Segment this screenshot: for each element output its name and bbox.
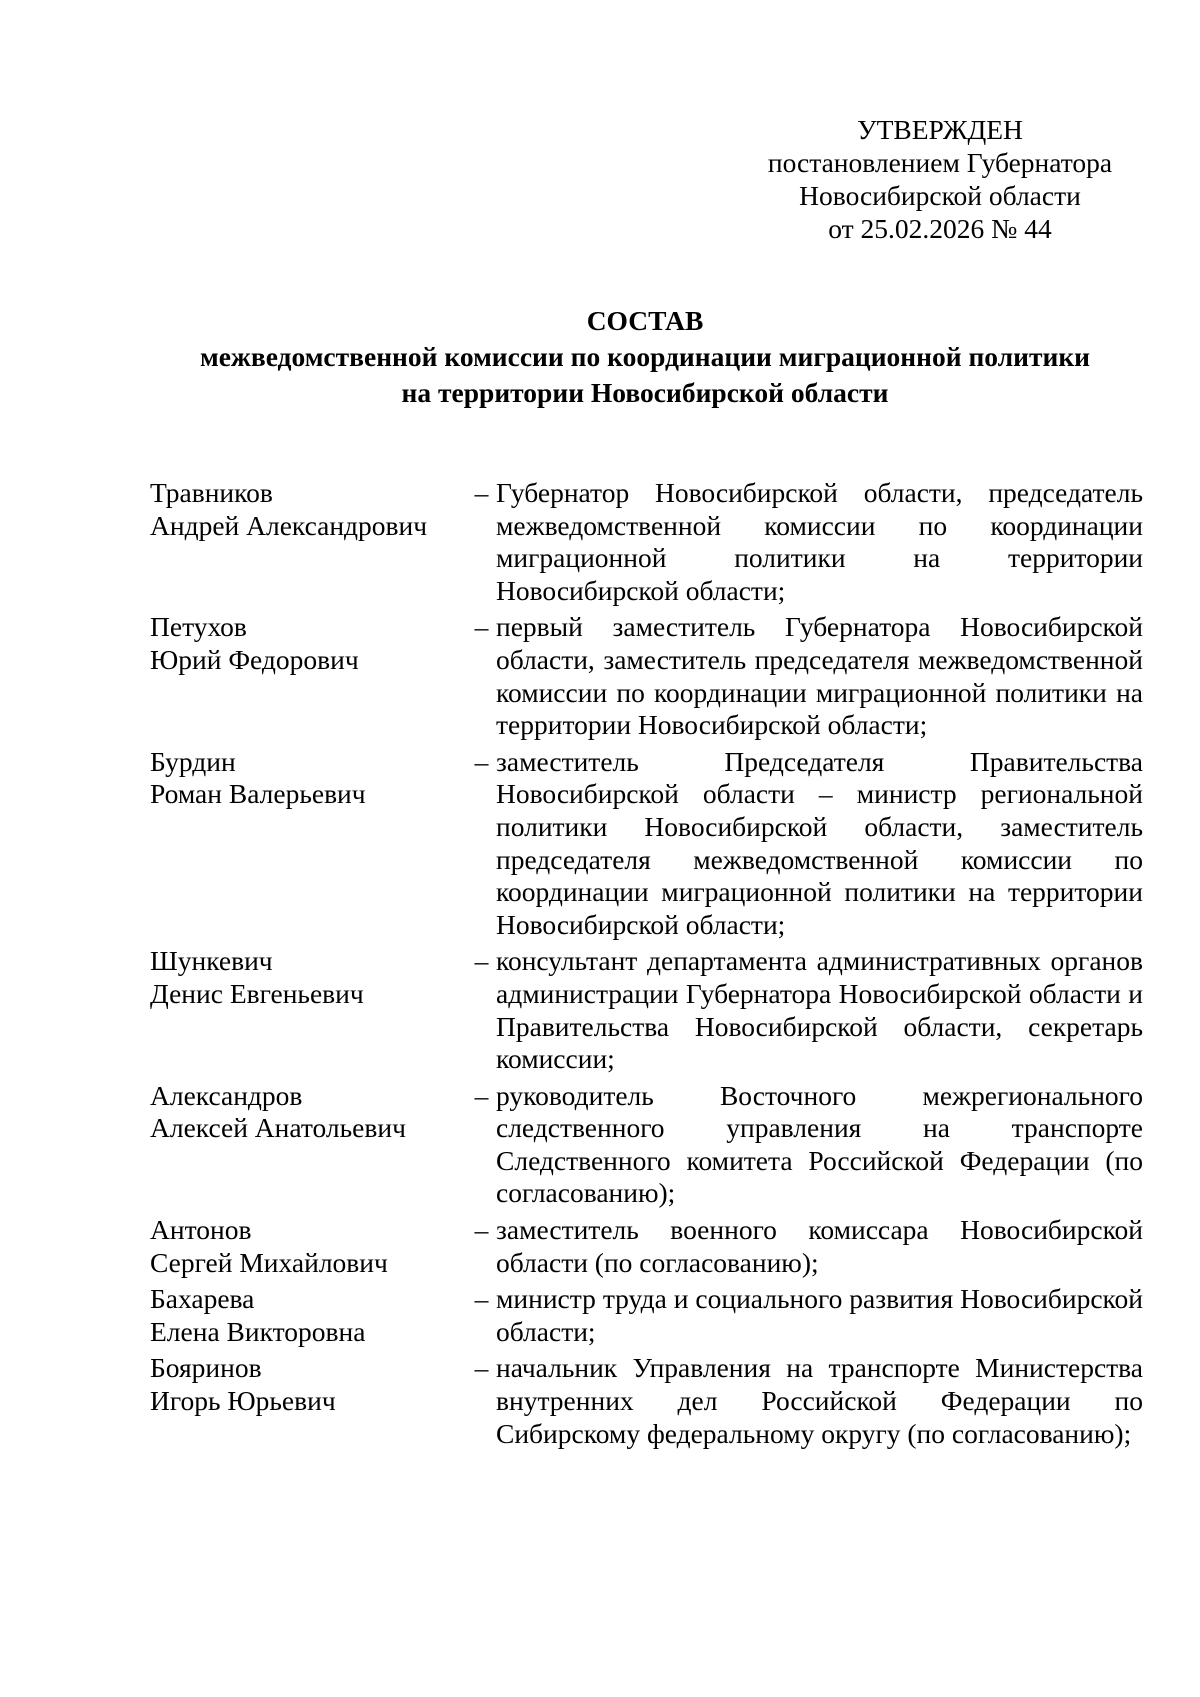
member-given-names: Денис Евгеньевич: [150, 977, 364, 1009]
member-row: [150, 746, 1143, 942]
member-position: министр труда и социального развития Новосибирской области;: [496, 1283, 1143, 1347]
member-surname: Бояринов: [150, 1352, 262, 1384]
member-position: заместитель военного комиссара Новосибирской области (по согласованию);: [496, 1214, 1143, 1278]
approval-line-3: от 25.02.2026 № 44: [828, 213, 1052, 244]
member-position: первый заместитель Губернатора Новосибирской области, заместитель председателя межведомственной комиссии по координации миграционной политики на территории Новосибирской области;: [496, 611, 1143, 741]
approval-line-1: постановлением Губернатора: [767, 147, 1113, 178]
member-name: [150, 1080, 467, 1210]
dash-separator: –: [474, 1214, 489, 1246]
dash-separator: –: [474, 477, 489, 508]
member-surname: Петухов: [150, 611, 247, 643]
member-name: [150, 477, 467, 607]
member-position: руководитель Восточного межрегионального следственного управления на транспорте Следственного комитета Российской Федерации (по согласованию);: [496, 1079, 1143, 1209]
member-row: [150, 1080, 1143, 1210]
heading-subtitle-line-2: на территории Новосибирской области: [401, 377, 889, 408]
member-row: [150, 945, 1143, 1075]
member-name: [150, 1283, 467, 1348]
member-surname: Шункевич: [150, 945, 273, 977]
member-given-names: Роман Валерьевич: [150, 778, 366, 810]
member-surname: Бурдин: [150, 745, 236, 777]
member-row: [150, 477, 1143, 607]
members-list: [150, 477, 1143, 1454]
dash-separator: –: [474, 745, 489, 777]
member-name: [150, 611, 467, 741]
member-given-names: Елена Викторовна: [150, 1315, 366, 1347]
member-position: начальник Управления на транспорте Министерства внутренних дел Российской Федерации по Сибирскому федеральному округу (по согласованию);: [496, 1352, 1143, 1449]
member-given-names: Игорь Юрьевич: [150, 1385, 336, 1417]
document-heading: [150, 303, 1140, 411]
dash-separator: –: [474, 1283, 489, 1315]
member-name: [150, 1352, 467, 1450]
approval-status: УТВЕРЖДЕН: [857, 114, 1023, 145]
member-name: [150, 746, 467, 942]
member-surname: Бахарева: [150, 1283, 255, 1315]
member-given-names: Юрий Федорович: [150, 643, 359, 675]
heading-title: СОСТАВ: [586, 305, 704, 336]
member-name: [150, 945, 467, 1075]
approval-stamp: [760, 113, 1120, 245]
approval-line-2: Новосибирской области: [799, 180, 1081, 211]
member-row: [150, 1283, 1143, 1348]
dash-separator: –: [474, 1079, 489, 1111]
member-position: консультант департамента административных органов администрации Губернатора Новосибирской области и Правительства Новосибирской области, секретарь комиссии;: [496, 945, 1143, 1075]
member-surname: Александров: [150, 1079, 303, 1111]
member-position: Губернатор Новосибирской области, председатель межведомственной комиссии по координации миграционной политики на территории Новосибирской области;: [496, 477, 1143, 606]
member-given-names: Андрей Александрович: [150, 509, 428, 541]
member-row: [150, 1352, 1143, 1450]
dash-separator: –: [474, 1352, 489, 1384]
member-surname: Травников: [150, 477, 273, 508]
member-given-names: Сергей Михайлович: [150, 1246, 388, 1278]
dash-separator: –: [474, 611, 489, 643]
member-given-names: Алексей Анатольевич: [150, 1112, 406, 1144]
heading-subtitle-line-1: межведомственной комиссии по координации миграционной политики: [199, 341, 1091, 372]
member-row: [150, 1214, 1143, 1279]
member-surname: Антонов: [150, 1214, 252, 1246]
member-row: [150, 611, 1143, 741]
member-name: [150, 1214, 467, 1279]
member-position: заместитель Председателя Правительства Новосибирской области – министр региональной политики Новосибирской области, заместитель председателя межведомственной комиссии по координации миграционной политики на территории Новосибирской области;: [496, 745, 1143, 940]
dash-separator: –: [474, 945, 489, 977]
